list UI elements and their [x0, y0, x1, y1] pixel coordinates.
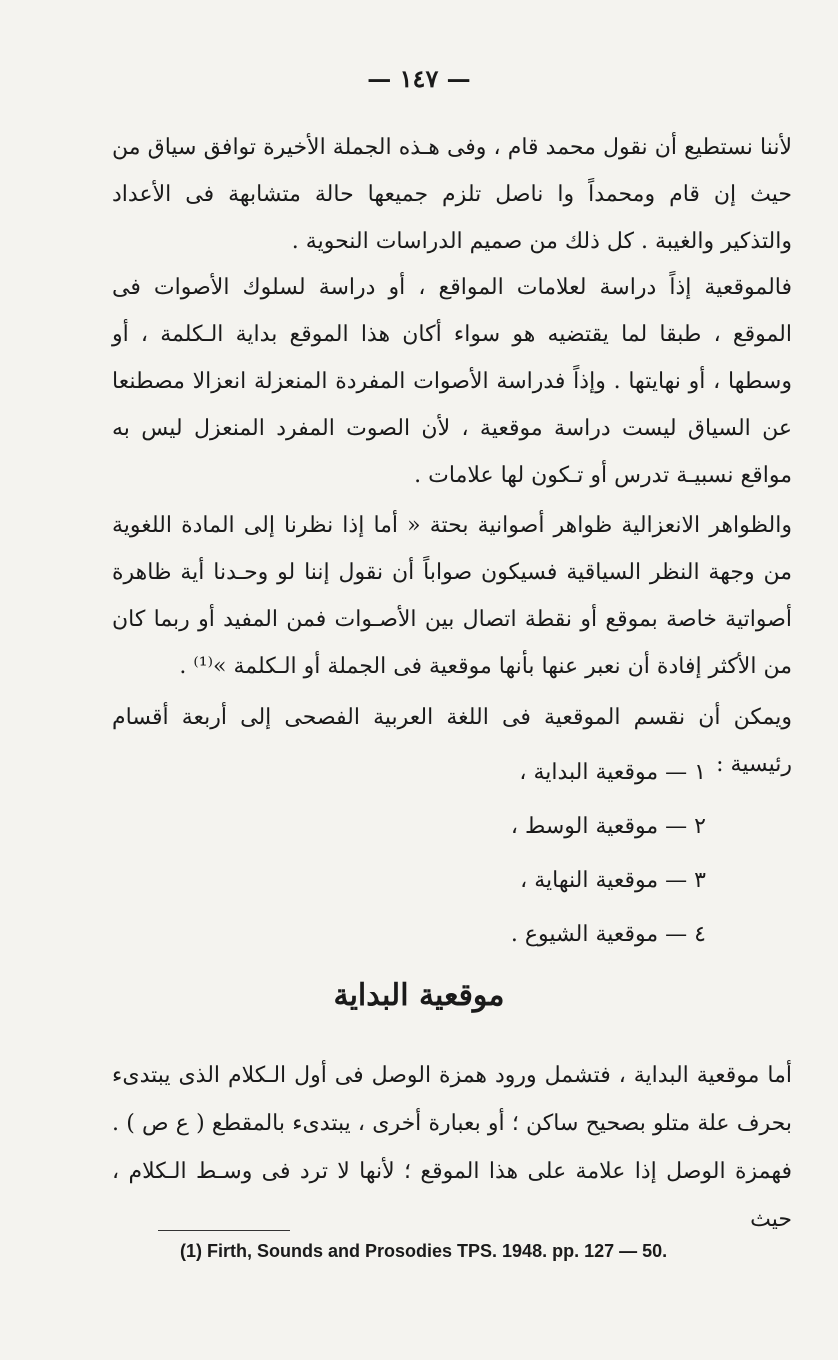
footnote-divider	[158, 1230, 290, 1231]
section-heading: موقعية البداية	[333, 978, 505, 1013]
list-item: ٢ — موقعية الوسط ،	[510, 814, 706, 839]
paragraph-1: لأننا نستطيع أن نقول محمد قام ، وفى هـذه الجملة الأخيرة توافق سياق من حيث إن قام ومحمداً وا ناصل تلزم جميعها حالة متشابهة فى الأعداد والتذكير والغيبة . كل ذلك من صميم الدراسات النحوية .	[112, 135, 792, 254]
paragraph-3: والظواهر الانعزالية ظواهر أصوانية بحتة « أما إذا نظرنا إلى المادة اللغوية من وجهة النظر السياقية فسيكون صواباً أن نقول إننا لو وحـدنا أية ظاهرة أصواتية خاصة بموقع أو نقطة اتصال بين الأصـوات فمن المفيد أو ربما كان من الأكثر إفادة أن نعبر عنها بأنها موقعية فى الجملة أو الـكلمة »⁽¹⁾ .	[112, 513, 792, 679]
paragraph-2: فالموقعية إذاً دراسة لعلامات المواقع ، أو دراسة لسلوك الأصوات فى الموقع ، طبقا لما يقتضيه هو سواء أكان هذا الموقع بداية الـكلمة ، أو وسطها ، أو نهايتها . وإذاً فدراسة الأصوات المفردة المنعزلة انعزالا مصطنعا عن السياق ليست دراسة موقعية ، لأن الصوت المفرد المنعزل ليس به مواقع نسبيـة تدرس أو تـكون لها علامات .	[112, 275, 792, 488]
list-item: ٣ — موقعية النهاية ،	[520, 868, 706, 893]
page-number: — ١٤٧ —	[367, 64, 471, 93]
list-item: ٤ — موقعية الشيوع .	[510, 922, 706, 947]
positional-categories-list	[360, 746, 706, 962]
footnote: (1) Firth, Sounds and Prosodies TPS. 1948. pp. 127 — 50.	[180, 1241, 668, 1261]
list-item: ١ — موقعية البداية ،	[519, 760, 706, 785]
paragraph-4: ويمكن أن نقسم الموقعية فى اللغة العربية الفصحى إلى أربعة أقسام رئيسية :	[112, 705, 792, 777]
section-paragraph: أما موقعية البداية ، فتشمل ورود همزة الوصل فى أول الـكلام الذى يبتدىء بحرف علة متلو بصحيح ساكن ؛ أو بعبارة أخرى ، يبتدىء بالمقطع ( ع ص ) . فهمزة الوصل إذا علامة على هذا الموقع ؛ لأنها لا ترد فى وسـط الـكلام ، حيث	[112, 1063, 792, 1232]
